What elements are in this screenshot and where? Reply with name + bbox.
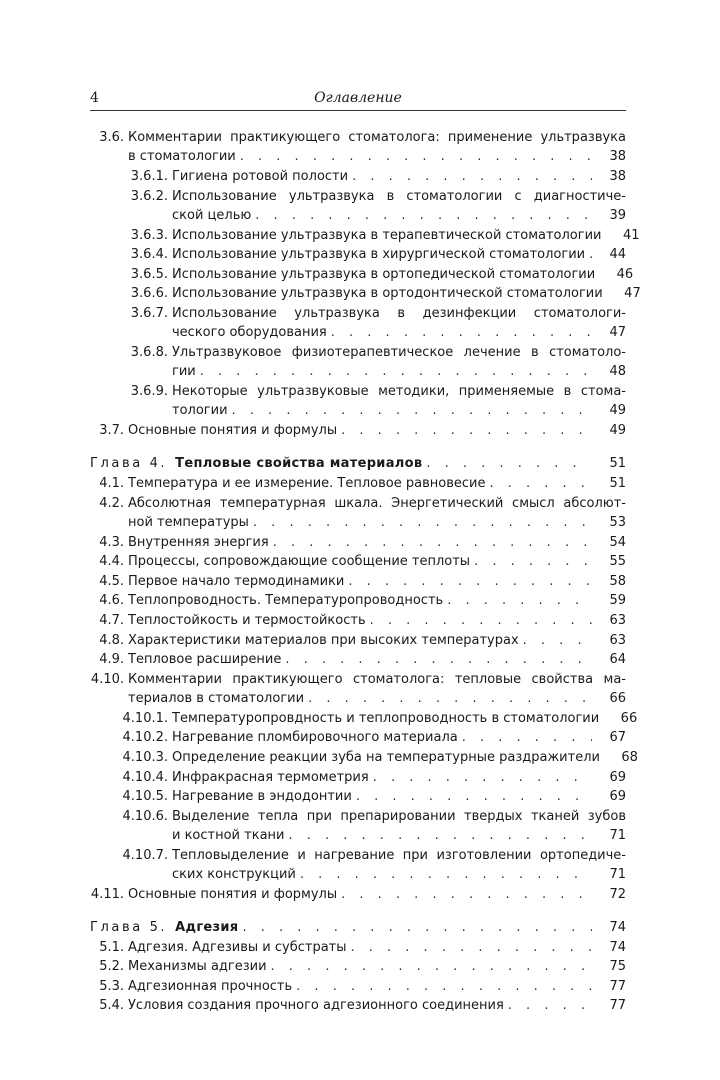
toc-entry-line: [172, 728, 626, 747]
toc-entry-line: Использование ультразвука в стоматологии с диагностиче-: [172, 188, 626, 204]
toc-entry-number: 3.6.2.: [130, 188, 168, 204]
dot-leader: [351, 938, 593, 957]
toc-entry[interactable]: [90, 343, 626, 382]
toc-entry-number: 4.6.: [99, 593, 124, 609]
dot-leader: [447, 591, 592, 610]
toc-entry-line: [128, 552, 626, 571]
toc-entry-line: [128, 611, 626, 630]
toc-entry-title: Температуропровдность и теплопроводность в стоматологии: [172, 710, 600, 726]
toc-entry-line: [128, 147, 626, 166]
dot-leader: [474, 552, 592, 571]
dot-leader: [523, 631, 592, 650]
toc-entry-number: 4.7.: [99, 612, 124, 628]
toc-page-number: 47: [624, 286, 641, 302]
toc-entry-number: 3.6.3.: [130, 227, 168, 243]
toc-page-number: 69: [609, 789, 626, 805]
toc-entry[interactable]: [90, 977, 626, 996]
toc-entry-line: [172, 787, 626, 806]
dot-leader: [200, 362, 592, 381]
toc-entry[interactable]: [90, 284, 641, 303]
toc-entry-number: 4.5.: [99, 573, 124, 589]
toc-entry[interactable]: [90, 996, 626, 1015]
toc-entry-line: [172, 709, 638, 728]
toc-entry[interactable]: [90, 957, 626, 976]
toc-entry-title: Теплостойкость и термостойкость: [128, 612, 366, 628]
toc-entry-number: 4.11.: [90, 886, 124, 902]
chapter-title: Адгезия: [175, 920, 239, 936]
toc-page-number: 51: [609, 475, 626, 491]
toc-entry-line: [172, 826, 626, 845]
toc-entry-line: [172, 226, 640, 245]
toc-entry-title: Использование ультразвука в терапевтической стоматологии: [172, 227, 602, 243]
dot-leader: [462, 728, 592, 747]
toc-entry-line: [172, 768, 626, 787]
toc-entry-title: гии: [172, 364, 196, 380]
toc-page-number: 67: [609, 730, 626, 746]
dot-leader: [352, 167, 592, 186]
toc-entry-number: 4.9.: [99, 652, 124, 668]
dot-leader: [426, 454, 592, 473]
toc-page-number: 66: [609, 691, 626, 707]
dot-leader: [341, 885, 592, 904]
toc-entry-text: [128, 977, 626, 996]
toc-entry[interactable]: [90, 787, 626, 806]
toc-entry-title: Температура и ее измерение. Тепловое равновесие: [128, 475, 486, 491]
toc-entry-number: 4.10.2.: [122, 730, 168, 746]
toc-entry-line: [128, 957, 626, 976]
toc-entry-title: Характеристики материалов при высоких температурах: [128, 632, 519, 648]
toc-page-number: 47: [609, 325, 626, 341]
dot-leader: [296, 977, 592, 996]
toc-entry-line: [128, 591, 626, 610]
dot-leader: [508, 996, 592, 1015]
toc-entry-text: [172, 709, 638, 728]
toc-entry[interactable]: [90, 421, 626, 440]
toc-entry-title: тологии: [172, 403, 228, 419]
toc-entry-text: [128, 957, 626, 976]
toc-entry-line: [128, 474, 626, 493]
toc-page-number: 64: [609, 652, 626, 668]
chapter-label: Глава 5.: [90, 920, 168, 936]
toc-page-number: 69: [609, 769, 626, 785]
toc-page-number: 44: [609, 247, 626, 263]
toc-entry-text: [128, 670, 626, 709]
toc-entry-line: Комментарии практикующего стоматолога: тепловые свойства ма-: [128, 671, 626, 687]
toc-entry-number: 3.6.4.: [130, 247, 168, 263]
toc-entry-title: ской целью: [172, 208, 252, 223]
toc-page-number: 74: [609, 939, 626, 955]
toc-entry-number: 4.10.6.: [122, 808, 168, 824]
toc-entry-number: 4.3.: [99, 534, 124, 550]
dot-leader: [348, 572, 592, 591]
dot-leader: [489, 474, 592, 493]
toc-entry-line: [128, 650, 626, 669]
toc-entry-line: Тепловыделение и нагревание при изготовлении ортопедиче-: [172, 847, 626, 863]
toc-entry-text: [128, 611, 626, 630]
toc-entry-number: 4.4.: [99, 554, 124, 570]
toc-entry-number: 4.1.: [99, 475, 124, 491]
toc-entry[interactable]: [90, 728, 626, 747]
toc-entry[interactable]: [90, 167, 626, 186]
toc-entry-number: 5.1.: [99, 939, 124, 955]
toc-page-number: 49: [609, 403, 626, 419]
toc-entry-title: Первое начало термодинамики: [128, 573, 345, 589]
toc-entry-title: Теплопроводность. Температуропроводность: [128, 593, 444, 609]
toc-entry-line: Некоторые ультразвуковые методики, применяемые в стома-: [172, 383, 626, 399]
toc-entry-text: [172, 787, 626, 806]
toc-entry-number: 5.4.: [99, 998, 124, 1014]
page-number: 4: [90, 90, 99, 106]
toc-entry-title: Механизмы адгезии: [128, 959, 267, 975]
toc-page-number: 71: [609, 828, 626, 844]
dot-leader: [331, 323, 592, 342]
toc-entry-line: [128, 631, 626, 650]
toc-entry-line: Использование ультразвука в дезинфекции стоматологи-: [172, 305, 626, 321]
dot-leader: [370, 611, 592, 630]
toc-entry-number: 4.10.: [90, 671, 124, 687]
toc-entry-text: [128, 996, 626, 1015]
toc-entry-text: [172, 748, 638, 767]
dot-leader: [232, 401, 592, 420]
toc-entry-text: [128, 128, 626, 167]
toc-entry[interactable]: [90, 591, 626, 610]
toc-entry-title: Инфракрасная термометрия: [172, 769, 369, 785]
toc-entry-line: [128, 996, 626, 1015]
toc-entry-text: [172, 728, 626, 747]
toc-entry-number: 4.10.4.: [122, 769, 168, 785]
toc-entry[interactable]: [90, 670, 626, 709]
toc-entry[interactable]: [90, 382, 626, 421]
toc-page-number: 51: [609, 456, 626, 472]
toc-page-number: 41: [622, 227, 640, 243]
toc-entry-number: 3.6.5.: [130, 266, 168, 282]
toc-entry-line: [172, 167, 626, 186]
toc-entry-number: 4.10.7.: [122, 847, 168, 863]
running-header: [90, 88, 626, 111]
toc-entry-line: [172, 265, 634, 284]
toc-entry-number: 4.8.: [99, 632, 124, 648]
toc-entry-title: и костной ткани: [172, 828, 285, 844]
table-of-contents: [90, 128, 641, 1016]
toc-entry-text: [172, 807, 626, 846]
toc-chapter-line: [90, 454, 626, 473]
chapter-title: Тепловые свойства материалов: [175, 456, 423, 472]
toc-entry-number: 5.3.: [99, 978, 124, 994]
toc-page-number: 68: [621, 749, 638, 765]
toc-entry-line: [172, 362, 626, 381]
toc-entry-text: [172, 265, 634, 284]
toc-entry[interactable]: [90, 304, 626, 343]
toc-entry-line: Абсолютная температурная шкала. Энергетический смысл абсолют-: [128, 495, 626, 511]
toc-entry-title: ских конструкций: [172, 867, 296, 883]
toc-entry-line: Выделение тепла при препарировании твердых тканей зубов: [172, 808, 626, 824]
toc-entry-line: [172, 748, 638, 767]
toc-entry-line: [128, 689, 626, 708]
toc-page-number: 38: [609, 149, 626, 165]
toc-page-number: 75: [609, 959, 626, 975]
toc-entry-number: 3.6.8.: [130, 344, 168, 360]
toc-entry-number: 3.6.6.: [130, 286, 168, 302]
dot-leader: [589, 245, 592, 264]
toc-entry-text: [128, 474, 626, 493]
toc-entry-title: Использование ультразвука в ортодонтической стоматологии: [172, 286, 603, 302]
dot-leader: [253, 513, 592, 532]
toc-entry-title: Условия создания прочного адгезионного соединения: [128, 998, 504, 1014]
toc-entry-title: ной температуры: [128, 514, 249, 530]
toc-entry-title: Использование ультразвука в хирургической стоматологии: [172, 247, 586, 263]
toc-entry-title: Процессы, сопровождающие сообщение теплоты: [128, 554, 471, 570]
toc-entry-text: [172, 768, 626, 787]
toc-entry-text: [128, 421, 626, 440]
toc-entry-line: [128, 533, 626, 552]
toc-entry-title: в стоматологии: [128, 149, 236, 165]
toc-entry[interactable]: [90, 807, 626, 846]
toc-entry[interactable]: [90, 572, 626, 591]
toc-entry-text: [128, 631, 626, 650]
toc-entry[interactable]: [90, 245, 626, 264]
toc-page-number: 63: [609, 632, 626, 648]
toc-entry-number: 3.7.: [99, 422, 124, 438]
toc-page-number: 46: [616, 266, 634, 282]
dot-leader: [300, 865, 592, 884]
toc-entry-title: Адгезионная прочность: [128, 978, 293, 994]
toc-chapter[interactable]: [90, 454, 626, 473]
toc-chapter-line: [90, 918, 626, 937]
dot-leader: [242, 918, 592, 937]
toc-entry-text: [128, 572, 626, 591]
dot-leader: [356, 787, 592, 806]
dot-leader: [373, 768, 592, 787]
toc-entry-line: [172, 323, 626, 342]
toc-entry-title: Гигиена ротовой полости: [172, 169, 349, 184]
toc-entry[interactable]: [90, 265, 634, 284]
toc-page-number: 48: [609, 364, 626, 380]
chapter-label: Глава 4.: [90, 456, 168, 472]
toc-entry-title: Использование ультразвука в ортопедической стоматологии: [172, 266, 596, 282]
toc-page-number: 38: [609, 169, 626, 184]
toc-page-number: 66: [620, 710, 638, 726]
toc-entry-line: [128, 572, 626, 591]
toc-entry-number: 4.10.1.: [122, 710, 168, 726]
toc-entry[interactable]: [90, 768, 626, 787]
toc-entry-line: [128, 421, 626, 440]
toc-entry-line: [172, 206, 626, 225]
dot-leader: [341, 421, 592, 440]
toc-entry-text: [172, 284, 641, 303]
toc-entry-text: [128, 885, 626, 904]
toc-entry-line: [128, 513, 626, 532]
dot-leader: [271, 957, 592, 976]
toc-entry-title: Нагревание пломбировочного материала: [172, 730, 458, 746]
toc-entry-line: [128, 938, 626, 957]
toc-page-number: 71: [609, 867, 626, 883]
toc-entry-line: [128, 977, 626, 996]
toc-chapter[interactable]: [90, 918, 626, 937]
toc-entry-text: [172, 846, 626, 885]
toc-entry-text: [128, 494, 626, 533]
dot-leader: [308, 689, 592, 708]
running-title: Оглавление: [314, 90, 402, 106]
toc-entry-title: Внутренняя энергия: [128, 534, 269, 550]
toc-entry-text: [128, 938, 626, 957]
toc-entry[interactable]: [90, 748, 638, 767]
toc-entry[interactable]: [90, 650, 626, 669]
toc-entry[interactable]: [90, 611, 626, 630]
toc-entry-line: [128, 885, 626, 904]
toc-entry-line: [172, 401, 626, 420]
toc-page-number: 77: [609, 978, 626, 994]
toc-entry-text: [128, 650, 626, 669]
toc-entry-line: Ультразвуковое физиотерапевтическое лечение в стоматоло-: [172, 344, 626, 360]
toc-page-number: 39: [609, 208, 626, 223]
dot-leader: [273, 533, 592, 552]
toc-entry-title: Тепловое расширение: [128, 652, 282, 668]
toc-page-number: 53: [609, 514, 626, 530]
toc-entry[interactable]: [90, 474, 626, 493]
dot-leader: [240, 147, 592, 166]
toc-entry-text: [172, 304, 626, 343]
toc-entry-text: [172, 187, 626, 226]
toc-entry-text: [128, 591, 626, 610]
toc-entry[interactable]: [90, 533, 626, 552]
toc-entry-line: Комментарии практикующего стоматолога: применение ультразвука: [128, 130, 626, 145]
toc-entry-title: Адгезия. Адгезивы и субстраты: [128, 939, 347, 955]
toc-entry-number: 3.6.9.: [130, 383, 168, 399]
toc-entry-text: [172, 343, 626, 382]
toc-page-number: 74: [609, 920, 626, 936]
toc-entry-title: Определение реакции зуба на температурные раздражители: [172, 749, 600, 765]
dot-leader: [288, 826, 592, 845]
toc-entry-title: Основные понятия и формулы: [128, 422, 338, 438]
toc-entry-text: [128, 533, 626, 552]
toc-entry-title: териалов в стоматологии: [128, 691, 305, 707]
toc-entry[interactable]: [90, 552, 626, 571]
toc-entry-title: Основные понятия и формулы: [128, 886, 338, 902]
toc-page-number: 63: [609, 612, 626, 628]
toc-entry-line: [172, 284, 641, 303]
toc-entry-number: 3.6.: [99, 130, 124, 145]
toc-entry-number: 4.10.5.: [122, 789, 168, 805]
toc-entry-text: [172, 382, 626, 421]
toc-entry-number: 5.2.: [99, 959, 124, 975]
toc-entry-number: 3.6.7.: [130, 305, 168, 321]
toc-entry-text: [128, 552, 626, 571]
toc-entry-line: [172, 865, 626, 884]
toc-entry-title: ческого оборудования: [172, 325, 327, 341]
toc-page-number: 72: [609, 886, 626, 902]
dot-leader: [255, 206, 592, 225]
toc-entry-text: [172, 245, 626, 264]
toc-entry[interactable]: [90, 938, 626, 957]
toc-entry[interactable]: [90, 631, 626, 650]
toc-page-number: 54: [609, 534, 626, 550]
toc-entry[interactable]: [90, 885, 626, 904]
toc-entry[interactable]: [90, 226, 640, 245]
toc-entry-text: [172, 226, 640, 245]
toc-entry-line: [172, 245, 626, 264]
toc-entry[interactable]: [90, 709, 638, 728]
toc-page-number: 77: [609, 998, 626, 1014]
toc-page-number: 49: [609, 422, 626, 438]
toc-entry-number: 4.10.3.: [122, 749, 168, 765]
toc-entry-text: [172, 167, 626, 186]
toc-page-number: 58: [609, 573, 626, 589]
toc-entry-number: 4.2.: [99, 495, 124, 511]
toc-page-number: 59: [609, 593, 626, 609]
toc-entry[interactable]: [90, 494, 626, 533]
dot-leader: [285, 650, 592, 669]
toc-entry-number: 3.6.1.: [130, 169, 168, 184]
toc-page-number: 55: [609, 554, 626, 570]
toc-entry[interactable]: [90, 128, 626, 167]
toc-entry[interactable]: [90, 187, 626, 226]
toc-entry[interactable]: [90, 846, 626, 885]
toc-entry-title: Нагревание в эндодонтии: [172, 789, 352, 805]
